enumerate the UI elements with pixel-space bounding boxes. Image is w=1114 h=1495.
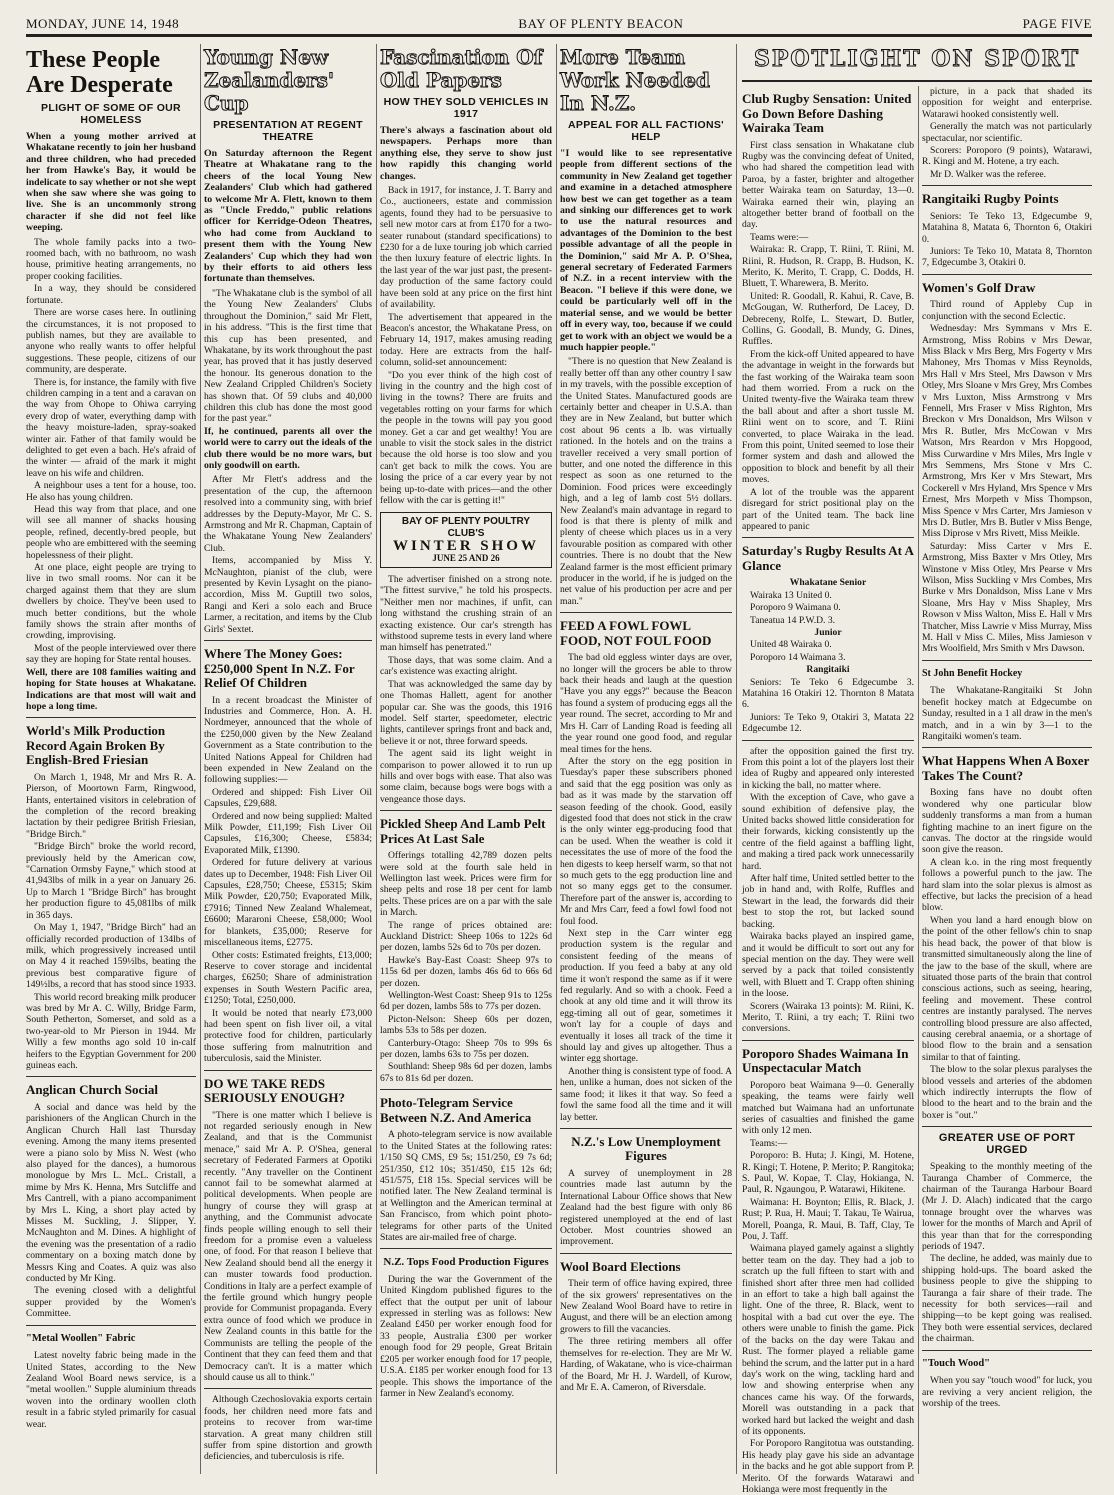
headline-golf-draw: Women's Golf Draw [922,279,1036,295]
paragraph: A survey of unemployment in 28 countries made last autumn by the International Labour Office shows that New Zealand had the best figure with only 86 registered unemployed at the end of last October. Most countries showed an improvement. [560,1167,732,1248]
result-line: Juniors: Te Teko 9, Otakiri 3, Matata 22 Edgecumbe 12. [742,711,914,735]
paragraph: A lot of the trouble was the apparent disregard for strict positional play on the part of the United team. The back line appeared to panic [742,486,914,532]
headline-milk-record: World's Milk Production Record Again Broken By English-Bred Friesian [26,723,166,768]
paragraph: When you land a hard enough blow on the point of the other fellow's chin to snap his head back, the power of that blow is transmitted simultaneously along the line of the jaw to the base of the skull, where are situated those parts of the brain that control conscious actions, such as seeing, hearing, feeling and movement. These control centres are instantly paralysed. The nerves controlling blood pressure are also affected, causing cerebral anaemia, or a shortage of blood flow to the brain and a sensation similar to that of fainting. [922,914,1092,1063]
paragraph: Teams:— [750,1137,788,1149]
paragraph: In a recent broadcast the Minister of Industries and Commerce, Hon. A. H. Nordmeyer, announced that the whole of the £250,000 given by the New Zealand Government as a State contribution to the United Nations Appeal for Children had been expended in New Zealand on the following supplies:— [204,694,372,786]
paragraph: Seniors: Te Teko 13, Edgecumbe 9, Matahina 8, Matata 6, Thornton 6, Otakiri 0. [922,210,1092,245]
paragraph: Ordered and now being supplied: Malted Milk Powder, £11,199; Fish Liver Oil Capsules, £16,300; Cheese, £5834; Evaporated Milk, £1390. [204,810,372,856]
headline-sheep-pelts: Pickled Sheep And Lamb Pelt Prices At Last Sale [380,816,546,846]
paragraph: The blow to the solar plexus paralyses the blood vessels and arteries of the abdomen which indirectly interrupts the flow of blood to the heart and to the brain and the boxer is "out." [922,1064,1092,1121]
headline-reds: DO WE TAKE REDS SERIOUSLY ENOUGH? [204,1075,345,1106]
paragraph: Most of the people interviewed over there say they are hoping for State rental houses. [26,642,196,666]
headline-rugby-points: Rangitaiki Rugby Points [922,191,1059,207]
column-1 [26,44,196,1474]
sport-banner [742,46,1092,82]
paragraph: The evening closed with a delightful supper provided by the Women's Committee. [26,1285,196,1320]
masthead [26,10,1092,37]
paragraph: From the kick-off United appeared to have the advantage in weight in the forwards but the fast working of the Wairaka team soon had them worried. From a ruck on the United twenty-five the Wairaka team threw the ball about and after a short tussle M. Riini went on to score, and T. Riini converted, to place Wairaka in the lead. From this point, United seemed to lose their former system and dash and allowed the opposition to block and benefit by all their moves. [742,348,914,486]
results-heading: Whakatane Senior [789,577,867,589]
paper-name: BAY OF PLENTY BEACON [518,16,684,31]
headline-results-glance: Saturday's Rugby Results At A Glance [742,543,914,573]
lead-homeless-closing: Well, there are 108 families waiting and hoping for State houses at Whakatane. Indications are that most will wait and hope a long time. [26,666,196,712]
paragraph: Their term of office having expired, three of the six growers' representatives on the New Zealand Wool Board have to retire in August, and there will be an election among growers to fill the vacancies. [560,1278,732,1335]
lead-ideals: If, he continued, parents all over the world were to carry out the ideals of the club there would be no more wars, but only goodwill on earth. [204,425,372,471]
paragraph: The whole family packs into a two-roomed bach, with no bathroom, no wash house, primitive heating arrangements, no proper cooking facilities. [26,236,196,282]
paragraph: Back in 1917, for instance, J. T. Barry and Co., auctioneers, estate and commission agents, found they had to be persuasive to sell new motor cars at from £170 for a two-seater runabout (standard specifications) to £230 for a de luxe touring job which carried the then luxury feature of electric lights. In the last year of the war just past, the present-day production of the same factory could have been sold at any price on the first hint of availability. [380,185,552,311]
paragraph: A social and dance was held by the parishioners of the Anglican Church in the Anglican Church Hall last Thursday evening. Among the many items presented were a piano solo by Miss N. West (who also played for the dances), a humorous monologue by Mrs L. McL. Cristall, a mime by Mrs K. Henna, Mrs Sutcliffe and Mrs Cantrell, with a piano accompaniment by Mrs L. King, a short play acted by Misses M. Suckling, J. Slipper, Y. McNaughton and M. Dines. A highlight of the evening was the presentation of a radio commentary on a boxing match done by Messrs King and Coates. A quiz was also conducted by Mr King. [26,1101,196,1284]
headline-feed-fowl: FEED A FOWL FOWL FOOD, NOT FOUL FOOD [560,618,712,648]
page-number: PAGE FIVE [1022,16,1092,31]
paragraph: That was acknowledged the same day by one Thomas Hallett, agent for another popular car. She was the goods, this 1916 model. Self starter, speedometer, electric lights, cantilever springs front and back and, believe it or not, three forward speeds. [380,678,552,747]
sport-section-title: SPOTLIGHT ON SPORT [753,46,1081,72]
paragraph: After half time, United settled better to the job in hand and, with Rolfe, Ruffles and Stewart in the lead, the forwards did their best to stop the rot, but lacked sound backing. [742,873,914,930]
paragraph: Waimana: H. Boynton; Ellis, R. Black, J. Rust; P. Rua, H. Maui; T. Takau, Te Wairua, Morell, Poanga, R. Maui, B. Taff, Clay, Te Pou, J. Taff. [742,1196,914,1243]
column-6 [922,86,1092,1474]
headline-unemployment: N.Z.'s Low Unemployment Figures [571,1133,721,1164]
headline-poroporo: Poroporo Shades Waimana In Unspectacular Match [742,1045,909,1076]
paragraph: The Whakatane-Rangitaiki St John benefit hockey match at Edgecumbe on Sunday, resulted in a 1 all draw in the men's match, and in a win by 3—1 to the Rangitaiki women's team. [922,685,1092,742]
headline-club-rugby: Club Rugby Sensation: United Go Down Before Dashing Wairaka Team [742,91,912,135]
result-line: Seniors: Te Teko 6 Edgecumbe 3. Matahina 16 Otakiri 12. Thornton 8 Matata 6. [742,676,914,711]
paragraph: During the war the Government of the United Kingdom published figures to the effect that the output per unit of labour expressed in sterling was as follows: New Zealand £450 per worker enough food for 33 people, Australia £300 per worker enough food for 29 people, Great Britain £205 per worker enough food for 17 people, U.S.A. £185 per worker enough food for 13 people. This shows the importance of the farmer in New Zealand's economy. [380,1273,552,1399]
headline-homeless: These People Are Desperate [26,47,173,98]
paragraph: Mr D. Walker was the referee. [930,168,1046,180]
paragraph: The advertisement that appeared in the Beacon's ancestor, the Whakatane Press, on February 14, 1917, makes amusing reading today. Here are extracts from the half-column, solid-set announcement: [380,311,552,369]
paragraph: The range of prices obtained are: Auckland District: Sheep 106s to 122s 6d per dozen, lambs 52s 6d to 70s per dozen. [380,919,552,954]
paragraph: Items, accompanied by Miss Y. McNaughton, pianist of the club, were presented by Kevin Lysaght on the piano-accordion, Miss M. Guptill two solos, Rangi and Keri a solo each and Bruce Larmer, a recitation, and items by the Club Girls' Sextet. [204,555,372,635]
column-divider [736,44,737,1474]
paragraph: The advertiser finished on a strong note. "The fittest survive," he told his prospects. "Neither men nor machines, if unfit, can long withstand the crushing strain of an exacting existence. Our car's strength has withstood supreme tests in every land where man himself has penetrated." [380,574,552,654]
poultry-show-ad [380,512,552,568]
column-4 [560,44,732,1474]
column-3 [380,44,552,1474]
result-line: Poroporo 9 Waimana 0. [750,602,841,614]
paragraph: A neighbour uses a tent for a house, too. He also has young children. [26,480,196,503]
paragraph: The decline, he added, was mainly due to shipping hold-ups. The board asked the business people to give the shipping to Tauranga a fair share of their trade. The necessity for both services—rail and shipping—to be kept going was realised. They both were essential services, declared the chairman. [922,1253,1092,1345]
headline-cup: Young New Zealanders' Cup [204,45,335,115]
paragraph: For Poroporo Rangitotua was outstanding. His heady play gave his side an advantage in the backs and he got able support from P. Merito. Of the forwards Watarawi and Hokianga were most frequently in the [742,1438,914,1495]
result-line: Taneatua 14 P.W.D. 3. [750,614,836,626]
paragraph: Saturday: Miss Carter v Mrs E. Armstrong, Miss Baxter v Mrs Otley, Mrs Winstone v Miss Otley, Mrs Pearse v Mrs Wilson, Miss Suckling v Mrs Combes, Mrs Burke v Mrs Donaldson, Miss Lane v Mrs Sloane, Mrs Hay v Miss Shapley, Mrs Rowson v Miss Walton, Miss E. Hall v Mrs Thatcher, Miss Lawrie v Miss Murray, Miss M. Hall v Miss C. Miles, Miss Jamieson v Mrs Woolfield, Mrs Smith v Mrs Dawson. [922,540,1092,655]
paragraph: Those days, that was some claim. And a car's existence was exacting alright. [380,654,552,678]
paragraph: With the exception of Cave, who gave a sound exhibition of defensive play, the United backs showed little consideration for their forwards, kicking consistently up the centre of the field against a baffling light, and making a tired pack work unnecessarily hard. [742,792,914,872]
ad-club: BAY OF PLENTY POULTRY CLUB'S [401,516,531,539]
paragraph: Wellington-West Coast: Sheep 91s to 125s 6d per dozen, lambs 58s to 77s per dozen. [380,990,552,1013]
paragraph: Juniors: Te Teko 10, Matata 8, Thornton 7, Edgecumbe 3, Otakiri 0. [922,245,1092,269]
paragraph: Third round of Appleby Cup in conjunction with the second Eclectic. [922,299,1092,322]
paragraph: On March 1, 1948, Mr and Mrs R. A. Pierson, of Moortown Farm, Ringwood, Hants, entertained visitors in celebration of the completion of the record breaking lactation by their pedigree British Friesian, "Bridge Birch." [26,771,196,840]
subhead-team-work: APPEAL FOR ALL FACTIONS' HELP [568,119,724,143]
paragraph: Teams were:— [750,231,809,243]
headline-metal-woollen: "Metal Woollen" Fabric [26,1332,136,1344]
column-divider [556,44,557,1474]
paragraph: Boxing fans have no doubt often wondered why one particular blow suddenly transforms a man from a human fighting machine to an inert figure on the canvas. The doctor at the ringside would soon give the reason. [922,787,1092,856]
paragraph: Wednesday: Mrs Symmans v Mrs E. Armstrong, Miss Robins v Mrs Dewar, Miss Black v Mrs Berg, Mrs Fogerty v Mrs Mahoney, Mrs Thomas v Miss Reynolds, Mrs Hall v Mrs Steel, Mrs Dawson v Mrs Otley, Mrs Sloane v Mrs Grey, Mrs Combes v Mrs Luxton, Miss Armstrong v Mrs Fennell, Mrs Fraser v Miss Righton, Mrs Breckon v Mrs Donaldson, Mrs Wilson v Mrs R. Butler, Mrs McCowan v Mrs Watson, Mrs Reardon v Mrs Hopgood, Miss Curwardine v Mrs Miles, Mrs Ingle v Mrs Semmens, Mrs Stone v Mrs C. Armstrong, Mrs Ker v Mrs Stewart, Mrs Cockerell v Mrs Hyland, Mrs Spence v Mrs Ernest, Mrs Morpeth v Miss Thompson, Miss Spence v Mrs Carter, Mrs Jamieson v Mrs D. Butler, Mrs B. Butler v Miss Benge, Miss Diprose v Mrs Rivett, Miss Meikle. [922,323,1092,540]
lead-team-work: "I would like to see representative people from different sections of the community in New Zealand get together and examine in a detached atmosphere how best we can get together as a team and sinking our differences get to work to use the natural resources and advantages of the Dominion to the best possible advantage of all the people in the Dominion," said Mr A. P. O'Shea, general secretary of Federated Farmers of N.Z. in a recent interview with the Beacon. "I believe if this were done, we could be particularly well off in the material sense, and we would be better off in every way, too, because if we could get to work with an object we would be a much happier people." [560,148,732,353]
paragraph: Offerings totalling 42,789 dozen pelts were sold at the fourth sale held in Wellington last week. Prices were firm for sheep pelts and rose 18 per cent for lamb pelts. These prices are on a par with the sale in March. [380,850,552,919]
lead-homeless: When a young mother arrived at Whakatane recently to join her husband and three children, who had preceded her from Hawke's Bay, it would be indelicate to say whether or not she wept when she saw where she was going to live. She is an uncommonly strong character if she did not feel like weeping. [26,131,196,234]
result-line: Wairaka 13 United 0. [750,589,832,601]
paragraph: Poroporo beat Waimana 9—0. Generally speaking, the teams were fairly well matched but Waimana had an unfortunate series of casualties and finished the game with only 12 men. [742,1079,914,1137]
headline-wool-board: Wool Board Elections [560,1258,681,1274]
paragraph: This world record breaking milk producer was bred by Mr A. C. Willy, Bridge Farm, South Petherton, Somerset, and sold as a two-year-old to Mr Pierson in 1944. Mr Willy a few months ago sold 10 in-calf heifers to the Egyptian Government for 200 guineas each. [26,991,196,1071]
paragraph: The three retiring members all offer themselves for re-election. They are Mr W. Harding, of Wakatane, who is vice-chairman of the Board, Mr H. J. Wardell, of Kurow, and Mr E. A. Cameron, of Riversdale. [560,1336,732,1393]
subhead-cup: PRESENTATION AT REGENT THEATRE [213,119,363,143]
issue-date: MONDAY, JUNE 14, 1948 [26,16,180,31]
paragraph: "Bridge Birch" broke the world record, previously held by the American cow, "Carnation Ormsby Fayne," which stood at 41,943lbs of milk in a year on January 26. Up to March 1 "Bridge Birch" has brought her production figure to 45,081lbs of milk in 365 days. [26,841,196,921]
headline-money: Where The Money Goes: £250,000 Spent In N.Z. For Relief Of Children [204,646,355,691]
paragraph: United: R. Goodall, R. Kahui, R. Cave, B. McGougan, W. Rutherford, De Lacey, D. Debreceny, Rolfe, L. Stewart, D. Butler, Collins, G. Goodall, B. Mundy, G. Dines, Ruffles. [742,290,914,348]
paragraph: Ordered and shipped: Fish Liver Oil Capsules, £29,688. [204,786,372,810]
headline-old-papers: Fascination Of Old Papers [380,45,543,92]
paragraph: It would be noted that nearly £73,000 had been spent on fish liver oil, a vital protective food for children, particularly those suffering from malnutrition and tuberculosis, said the Minister. [204,1007,372,1065]
headline-anglican-social: Anglican Church Social [26,1082,158,1098]
headline-team-work: More Team Work Needed In N.Z. [560,45,710,115]
paragraph: Head this way from that place, and one will see all manner of shacks housing people, refined, decently-bred people, but people who are embittered with the seeming hopelessness of their plight. [26,504,196,561]
paragraph: Waimana played gamely against a slightly better team on the day. They had a job to scratch up the full fifteen to start with and finished short after three men had collided in an effort to take a high ball against the light. One of the three, R. Black, went to hospital with a bad cut over the eye. The others were unable to finish the game. Pick of the backs on the day were Takau and Rust. The former played a reliable game behind the scrum, and the latter put in a hard day's work on the wing, tackling hard and low and showing enterprise when any chances came his way. Of the forwards, Morell was outstanding in a pack that worked hard but lacked the weight and dash of its opponents. [742,1243,914,1437]
headline-hockey: St John Benefit Hockey [922,667,1023,679]
paragraph: Next step in the Carr winter egg production system is the regular and consistent feeding of the means of production. If you feed a baby at any old time it won't respond the same as if it were fed regularly. And so with a chook. Feed a chook at any old time and it will throw its egg-timing all out of gear, sometimes it won't lay for a couple of days and eventually it loses all track of the time it should lay and gives up altogether. Thus a winter egg shortage. [560,928,732,1065]
paragraph: There is, for instance, the family with five children camping in a tent and a caravan on the way from Ohope to Ohiwa carrying every drop of water, everything damp with the heavy moisture-laden, spray-soaked winter air. Father of that family would be delighted to get even a bach. He's afraid of the winter — afraid of the mark it might leave on his wife and children. [26,376,196,479]
paragraph: "Do you ever think of the high cost of living in the country and the high cost of living in the towns? There are fruits and vegetables rotting on your farms for which the people in the towns will pay you good money. Get a car and get wealthy! You are unable to visit the stock sales in the district because the old horse is too slow and you can't get back to milk the cows. You are losing the price of a car every year by not being up-to-date with prices—and the other fellow with the car is getting it!" [380,369,552,506]
ad-dates: JUNE 25 AND 26 [432,552,500,563]
paragraph: Hawke's Bay-East Coast: Sheep 97s to 115s 6d per dozen, lambs 46s 6d to 66s 6d per dozen. [380,954,552,989]
paragraph: picture, in a pack that shaded its opposition for weight and enterprise. Watarawi hooked consistently well. [922,86,1092,120]
paragraph: Although Czechoslovakia exports certain foods, her children need more fats and proteins to recover from war-time starvation. A great many children still suffer from spine distortion and growth deficiencies, and tuberculosis is rife. [204,1394,372,1463]
paragraph: "There is one matter which I believe is not regarded seriously enough in New Zealand, and that is the Communist menace," said Mr A. P. O'Shea, general secretary of Federated Farmers at Opotiki recently. "Any traveller on the Continent cannot fail to be somewhat alarmed at political developments. When people are hungry of course they will grasp at anything, and the Communist advocate finds people willing enough to sell their freedom for a promise even a valueless one, of food. For that reason I believe that New Zealand should bend all the energy it can muster towards food production. Conditions in Italy are a perfect example of the fertile ground which hungry people provide for Communist propaganda. Every extra ounce of food which we produce in New Zealand counts in this battle for the Communists are telling the people of the Continent that they can feed them and that Democracy can't. It is a matter which should cause us all to think." [204,1109,372,1383]
paragraph: A photo-telegram service is now available to the United States at the following rates: 1/150 SQ CMS, £9 5s; 151/250, £9 7s 6d; 251/350, £12 10s; 351/450, £15 12s 6d; 451/575, £18 15s. Special services will be notified later. The New Zealand terminal is at Wellington and the American terminal at San Francisco, from which point photo-telegrams for other parts of the United States are air-mailed free of charge. [380,1129,552,1243]
paragraph: After Mr Flett's address and the presentation of the cup, the afternoon resolved into a community sing, with brief addresses by the Deputy-Mayor, Mr C. S. Armstrong and Mr R. Chapman, Captain of the Whakatane Young New Zealanders' Club. [204,474,372,554]
paragraph: When you say "touch wood" for luck, you are reviving a very ancient religion, the worship of the trees. [922,1375,1092,1409]
results-heading: Rangitaiki [806,664,850,676]
paragraph: On May 1, 1947, "Bridge Birch" had an officially recorded production of 134lbs of milk, which progressively increased until on May 4 it reached 159½lbs, beating the previous best comparative figure of 149½lbs, a record that has stood since 1933. [26,922,196,991]
paragraph: Other costs: Estimated freights, £13,000; Reserve to cover storage and incidental charges, £6250; Share of administration expenses in South Western Pacific area, £1250; Total, £250,000. [204,949,372,1007]
paragraph: The agent said its light weight in comparison to power allowed it to run up hills and over bogs with ease. That also was some claim, because bogs were bogs with a vengeance those days. [380,748,552,805]
paragraph: At one place, eight people are trying to live in two small rooms. Nor can it be charged against them that they are slum dwellers by choice. They've been used to much better conditions, but the whole family shows the strain after months of crowding, improvising. [26,562,196,642]
paragraph: Picton-Nelson: Sheep 60s per dozen, lambs 53s to 58s per dozen. [380,1013,552,1037]
result-line: United 48 Wairaka 0. [750,639,832,651]
paragraph: Generally the match was not particularly spectacular, nor scientific. [922,121,1092,144]
results-heading: Junior [814,626,842,638]
paragraph: After the story on the egg position in Tuesday's paper these subscribers phoned and said that the egg position was only as bad as it was made by the starvation off season feeding of the chook. Good, easily digested food that does not stick in the craw is the only winter egg-producing food that can be used. When the weather is cold it necessitates the use of more of the food the hen digests to keep herself warm, so that not so much gets to the egg production line and not so many eggs get to the consumer. Therefore part of the answer is, according to Mr and Mrs Carr, feed a fowl fowl food not foul food. [560,755,732,927]
paragraph: A clean k.o. in the ring most frequently follows a powerful punch to the jaw. The hard slam into the solar plexus is almost as effective, but lacks the precision of a head blow. [922,856,1092,914]
headline-boxer: What Happens When A Boxer Takes The Count? [922,753,1090,783]
paragraph: Scorers (Wairaka 13 points): M. Riini, K. Merito, T. Riini, a try each; T. Riini two conversions. [742,1000,914,1035]
paragraph: Southland: Sheep 98s 6d per dozen, lambs 67s to 81s 6d per dozen. [380,1061,552,1084]
paragraph: "The Whakatane club is the symbol of all the Young New Zealanders' Clubs throughout the Dominion," said Mr Flett, in his address. "This is the first time that this cup has been presented, and Whakatane, by its work throughout the past year, has proved that it has justly deserved the honour. Its generous donation to the New Zealand Crippled Children's Society has shown that. Of 59 clubs and 40,000 children this club has done the most good for the past year." [204,287,372,425]
ad-event: WINTER SHOW [393,538,539,555]
paragraph: The bad old eggless winter days are over, no longer will the grocers be able to throw back their heads and laugh at the question "Have you any eggs?" because the Beacon has found a system of producing eggs all the year round. The secret, according to Mr and Mrs H. Carr of Landing Road is feeding all the year round one good food, and regular meal times for the hens. [560,652,732,755]
column-2 [204,44,372,1474]
paragraph: Latest novelty fabric being made in the United States, according to the New Zealand Wool Board news service, is a "metal woollen." Supple aluminium threads woven into the ordinary woollen cloth result in a fabric styled primarily for casual wear. [26,1350,196,1430]
paragraph: Ordered for future delivery at various dates up to December, 1948: Fish Liver Oil Capsules, £28,750; Cheese, £5315; Skim Milk Powder, £20,750; Evaporated Milk, £7916; Tinned New Zealand Whalemeat, £6600; Mararoni Cheese, £58,000; Wool for blankets, £35,000; Reserve for miscellaneous items, £2775. [204,857,372,949]
headline-touch-wood: "Touch Wood" [922,1357,990,1369]
headline-food-production: N.Z. Tops Food Production Figures [383,1256,549,1269]
headline-photo-telegram: Photo-Telegram Service Between N.Z. And America [380,1095,532,1125]
paragraph: Canterbury-Otago: Sheep 70s to 99s 6s per dozen, lambs 63s to 75s per dozen. [380,1037,552,1061]
paragraph: In a way, they should be considered fortunate. [26,283,196,306]
subhead-homeless: PLIGHT OF SOME OF OUR HOMELESS [41,102,181,126]
lead-old-papers: There's always a fascination about old newspapers. Perhaps more than anything else, they serve to show just how rapidly this changing world changes. [380,125,552,182]
column-divider [918,86,919,1474]
lead-cup: On Saturday afternoon the Regent Theatre at Whakatane rang to the cheers of the local Young New Zealanders' Club which had gathered to welcome Mr A. Flett, known to them as "Uncle Freddo," public relations officer for Kerridge-Odeon Theatres, who had come from Auckland to present them with the Young New Zealanders' Cup which they had won by their efforts to aid others less fortunate than themselves. [204,148,372,285]
paragraph: First class sensation in Whakatane club Rugby was the convincing defeat of United, who had shared the competition lead with Paroa, by a faster, brighter and altogether better Wairaka team on Saturday, 13—0. Wairaka earned their win, playing an altogether better brand of football on the day. [742,139,914,231]
paragraph: "There is no question that New Zealand is really better off than any other country I saw in my travels, with the possible exception of the United States. Manufactured goods are certainly better and cheaper in U.S.A. than they are in New Zealand, but butter which cost about 96 cents a lb. was virtually rationed. In the hotels and on the trains a traveller received a very small portion of butter, and one noted the difference in this respect as soon as one returned to the Dominion. Food prices were exceedingly high, and a leg of lamb cost 5½ dollars. New Zealand's main advantage in regard to food is that there is plenty of milk and plenty of cheese which places us in a very favourable position as compared with other countries. There is no doubt that the New Zealand farmer is the most efficient primary producer in the world, if he is judged on the net value of his production per acre and per man." [560,356,732,607]
paragraph: Scorers: Poroporo (9 points), Watarawi, R. Kingi and M. Hotene, a try each. [922,145,1092,168]
result-line: Poroporo 14 Waimana 3. [750,651,846,663]
column-divider [376,44,377,1474]
paragraph: There are worse cases here. In outlining the circumstances, it is not proposed to publish names, but they are available to anyone who really wants to offer helpful suggestions. These people, citizens of our community, are desperate. [26,307,196,376]
column-divider [200,44,201,1474]
paragraph: Another thing is consistent type of food. A hen, unlike a human, does not sicken of the same food; it likes it that way. So feed a fowl the same food all the time and it will lay better. [560,1065,732,1123]
headline-port: GREATER USE OF PORT URGED [938,1132,1076,1157]
paragraph: Speaking to the monthly meeting of the Tauranga Chamber of Commerce, the chairman of the Tauranga Harbour Board (Mr J. D. Alach) indicated that the cargo tonnage brought over the wharves was lower for the months of March and April of this year than that for the corresponding periods of 1947. [922,1161,1092,1253]
paragraph: Wairaka backs played an inspired game, and it would be difficult to sort out any for special mention on the day. They were well served by a pack that toiled consistently well, with Bluett and T. Crapp often shining in the loose. [742,931,914,1000]
subhead-old-papers: HOW THEY SOLD VEHICLES IN 1917 [383,96,549,120]
paragraph: Poroporo: B. Huta; J. Kingi, M. Hotene, R. Kingi; T. Hotene, P. Merito; P. Rangitoka; S. Paul, W. Kopae, T. Clay, Hokianga, N. Paul, R. Ngaungou, P. Watarawi, Hikitene. [742,1150,914,1196]
paragraph: after the opposition gained the first try. From this point a lot of the players lost their idea of Rugby and appeared only interested in kicking the ball, no matter where. [742,745,914,791]
column-5 [742,86,914,1495]
paragraph: Wairaka: R. Crapp, T. Riini, T. Riini, M. Riini, R. Hudson, R. Crapp, B. Hudson, K. Merito, K. Merito, T. Crapp, C. Dodds, H. Bluett, T. Wharewera, B. Merito. [742,244,914,290]
